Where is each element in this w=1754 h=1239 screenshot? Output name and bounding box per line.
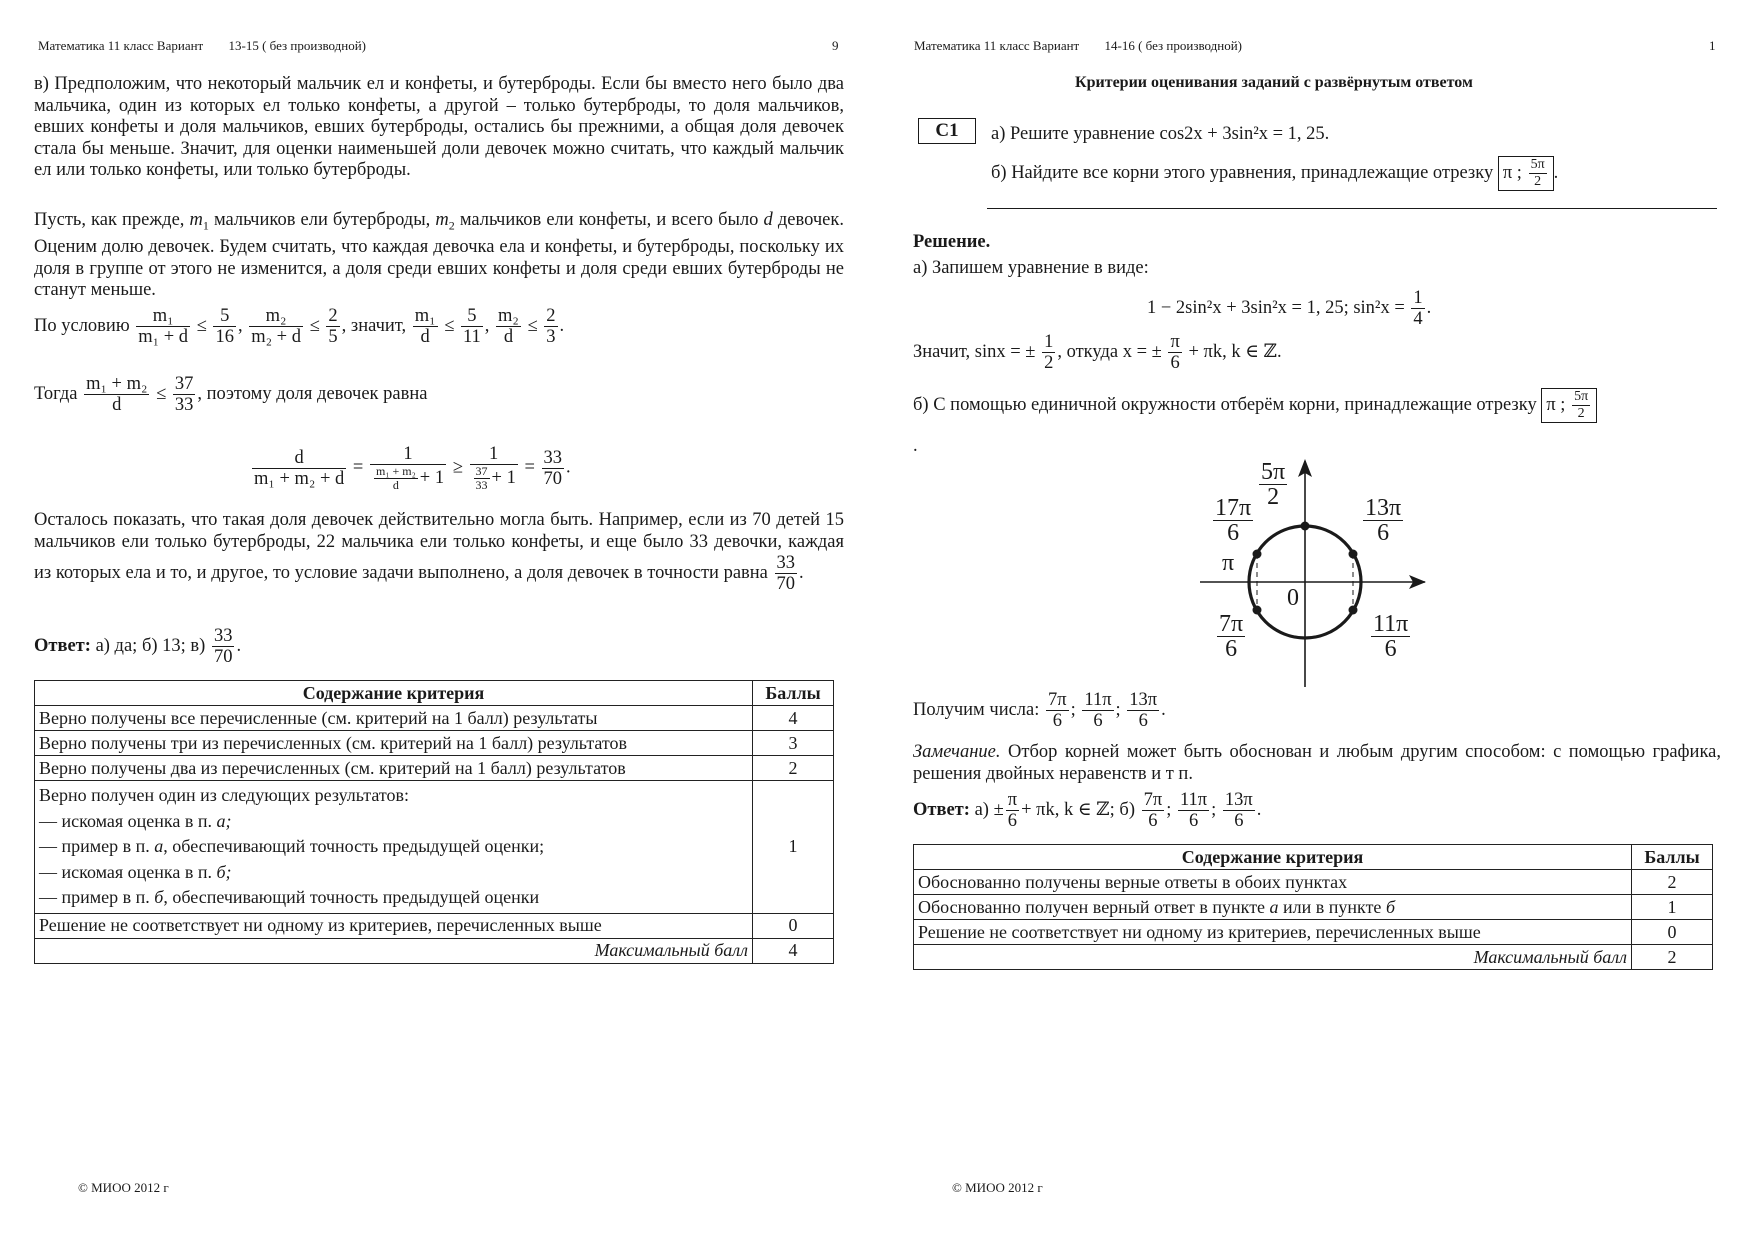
denominator: 6 [1225, 636, 1238, 662]
fraction [136, 306, 190, 347]
cell-points: 4 [753, 706, 834, 731]
numerator: 1 [1413, 288, 1423, 308]
text: или в пункте [1278, 896, 1386, 917]
fraction [542, 448, 565, 489]
label: По условию [34, 315, 130, 336]
fraction [213, 306, 236, 347]
fraction [496, 306, 521, 347]
denominator: 6 [1188, 811, 1199, 831]
table-row-max [914, 945, 1713, 970]
fraction [1142, 790, 1165, 831]
cell-criterion: Верно получены два из перечисленных (см. критерий на 1 балл) результатов [35, 756, 753, 781]
numerator: 13π [1129, 690, 1158, 710]
cell-points: 0 [1632, 920, 1713, 945]
numerator: 17π [1215, 495, 1252, 521]
denominator: 70 [543, 468, 563, 489]
denominator: 70 [776, 574, 796, 594]
fraction [1006, 790, 1019, 831]
page-title: Критерии оценивания заданий с развёрнутым ответом [1075, 74, 1473, 91]
point-5pi-2 [1301, 522, 1310, 531]
fraction [461, 306, 483, 347]
equation-display: 1 − 2sin²x + 3sin²x = 1, 25; sin²x = $\frac{1}{4}$ . [1147, 288, 1432, 329]
fraction [374, 465, 418, 492]
fraction [1529, 157, 1547, 190]
label-13pi-6 [1363, 496, 1403, 545]
denominator: m₁ + m₂ + d [254, 468, 345, 489]
fraction [474, 465, 490, 492]
text: π ; [1502, 162, 1522, 183]
text: + 1 [419, 467, 445, 488]
header-variant: 13-15 ( без производной) [228, 38, 366, 53]
numerator: 5π [1261, 459, 1286, 485]
var-m: m [435, 210, 449, 230]
denominator: d [420, 327, 430, 347]
italic: а; [216, 810, 232, 831]
denominator: 6 [1007, 811, 1018, 831]
text: , поэтому доля девочек равна [197, 383, 428, 404]
numerator: m₂ [498, 306, 519, 326]
numerator: 5 [461, 306, 483, 327]
cell-criterion [914, 895, 1632, 920]
numerator: 1 [470, 444, 518, 465]
fraction [470, 444, 518, 492]
table-row [914, 920, 1713, 945]
text: + πk, k ∈ ℤ. [1188, 341, 1282, 362]
cell-max-label: Максимальный балл [914, 945, 1632, 970]
table-header [35, 681, 834, 706]
task-a [991, 124, 1329, 145]
denominator: d [392, 478, 399, 492]
numerator: 7π [1048, 690, 1067, 710]
solution-a: а) Запишем уравнение в виде: [913, 258, 1149, 278]
fraction [1572, 389, 1590, 422]
point-7pi-6 [1253, 606, 1262, 615]
numerator: π [1170, 332, 1180, 352]
fraction [775, 553, 798, 594]
denominator: 6 [1377, 520, 1390, 546]
text: девочек. Оценим долю девочек. Будем считать, что каждая девочка ела и конфеты, и бутерброды, поскольку их доля в группе от этого не изменится, а доля среди евших конфеты и доля среди евших бутерброды не станут меньше. [34, 210, 844, 301]
header-subject: Математика 11 класс Вариант [38, 38, 204, 53]
text: 1 − 2sin²x + 3sin²x = 1, 25; sin²x = [1147, 297, 1410, 318]
denominator: 2 [1577, 406, 1585, 421]
le: ≤ [156, 383, 167, 404]
header-criterion: Содержание критерия [35, 681, 753, 706]
numerator: d [252, 448, 346, 469]
numerator: 33 [213, 626, 233, 646]
numerator: 11π [1084, 690, 1112, 710]
remark [913, 742, 1721, 785]
numerator: 11π [1373, 611, 1409, 637]
numerator: 7π [1143, 790, 1163, 810]
solution-b [913, 388, 1597, 423]
task-label-c1: C1 [918, 118, 976, 144]
numerator: 5π [1574, 389, 1589, 404]
eq: = [524, 457, 535, 478]
table-row [35, 913, 834, 938]
right-page [877, 0, 1754, 1239]
cell-criterion: Верно получены три из перечисленных (см. критерий на 1 балл) результатов [35, 731, 753, 756]
then-line [34, 374, 427, 415]
label: Получим числа: [913, 699, 1040, 720]
fraction [1046, 690, 1069, 731]
table-row [35, 756, 834, 781]
denominator: m₁ + d [138, 327, 189, 347]
page-header [914, 38, 1242, 54]
italic: б [1385, 896, 1395, 917]
denominator: 4 [1413, 309, 1423, 329]
text: ± [993, 799, 1004, 820]
le: ≤ [196, 315, 207, 336]
interval [1498, 156, 1554, 191]
text: , откуда x = ± [1057, 341, 1162, 362]
numerator: 13π [1365, 495, 1402, 521]
denominator: 6 [1148, 811, 1158, 831]
fraction [249, 306, 303, 347]
text: — искомая оценка в п. [39, 861, 217, 882]
fraction [370, 444, 446, 492]
header-points: Баллы [1632, 845, 1713, 870]
numerator: 13π [1224, 790, 1253, 810]
denominator: d [503, 327, 514, 347]
cell-points: 4 [753, 938, 834, 963]
fraction [1127, 690, 1159, 731]
cell-criterion: Обоснованно получены верные ответы в обоих пунктах [914, 870, 1632, 895]
text [39, 885, 748, 911]
cell-criterion: Решение не соответствует ни одному из критериев, перечисленных выше [35, 913, 753, 938]
text: а) Решите уравнение [991, 124, 1160, 144]
table-row [35, 706, 834, 731]
page-number: 9 [832, 38, 839, 53]
criteria-table [913, 844, 1713, 970]
dot: . [913, 436, 918, 456]
cell-points: 2 [1632, 870, 1713, 895]
italic: а [1269, 896, 1279, 917]
var-m: m [189, 210, 203, 230]
text: Верно получен один из следующих результатов: [39, 785, 410, 805]
fraction [212, 626, 235, 667]
footer: © МИОО 2012 г [952, 1180, 1043, 1195]
numerator: π [1007, 790, 1018, 810]
denominator: 16 [215, 327, 234, 347]
denominator: 6 [1138, 711, 1148, 731]
text [39, 860, 748, 886]
cell-points: 2 [753, 756, 834, 781]
cell-points: 0 [753, 913, 834, 938]
text: , значит, [341, 315, 407, 336]
header-variant: 14-16 ( без производной) [1104, 38, 1242, 53]
numerator: 33 [543, 447, 563, 468]
fraction [84, 374, 149, 415]
label-7pi-6 [1217, 612, 1245, 661]
denominator: 2 [1534, 174, 1542, 189]
answer-line: Ответ: а) да; б) 13; в) $\frac{33}{70}$ . [34, 626, 242, 667]
text: а) [974, 799, 989, 820]
answer-line: Ответ: а) ± $\frac{\pi}{6}$ + πk, k ∈ ℤ; б) $\frac{7\pi}{6}$ ; $\frac{11\pi}{6}$ ; $\frac{13\pi}{6}$ . [913, 790, 1262, 831]
numerator: 1 [1044, 332, 1054, 352]
le: ≤ [527, 315, 538, 336]
task-b: б) Найдите все корни этого уравнения, принадлежащие отрезку π ; $\frac{5\pi}{2}$ . [991, 157, 1559, 189]
cell-points: 2 [1632, 945, 1713, 970]
denominator: 33 [475, 478, 488, 492]
text: Отбор корней может быть обоснован и любым другим способом: с помощью графика, решения двойных неравенств и т п. [913, 742, 1721, 784]
interval [1541, 388, 1597, 423]
footer: © МИОО 2012 г [78, 1180, 169, 1195]
denominator: 33 [174, 395, 194, 415]
text: π ; [1546, 394, 1566, 415]
denominator: 3 [546, 327, 556, 347]
numerator: 7π [1219, 611, 1244, 637]
cell-max-label: Максимальный балл [35, 938, 753, 963]
text: б) Найдите все корни этого уравнения, принадлежащие отрезку [991, 162, 1494, 183]
text: Осталось показать, что такая доля девочек действительно могла быть. Например, если из 70 детей 15 мальчиков ели только бутерброды, 22 мальчика ели только конфеты, и еще было 33 девочки, каждая из которых ела и то, и другое, то условие задачи выполнено, а доля девочек в точности равна [34, 510, 844, 583]
text: — пример в п. [39, 836, 155, 856]
fraction [1411, 288, 1424, 329]
text: б) С помощью единичной окружности отберём корни, принадлежащие отрезку [913, 394, 1537, 415]
answer-text: а) да; б) 13; в) [95, 635, 206, 656]
point-11pi-6 [1349, 606, 1358, 615]
italic: а [154, 836, 164, 856]
ge: ≥ [452, 457, 463, 478]
denominator: d [112, 395, 122, 415]
text: , обеспечивающий точность предыдущей оценки [163, 887, 540, 907]
numerator: m₂ [249, 306, 303, 327]
header-criterion: Содержание критерия [914, 845, 1632, 870]
label-5pi-2 [1259, 460, 1287, 509]
fraction [173, 374, 196, 415]
numerator: 33 [776, 553, 796, 573]
answer-label: Ответ: [34, 635, 91, 656]
numerator: 2 [546, 306, 556, 326]
numerator: 37 [174, 374, 194, 394]
denominator: 6 [1384, 636, 1397, 662]
fraction [1042, 332, 1055, 373]
equation: cos2x + 3sin²x = 1, 25. [1159, 124, 1330, 144]
fraction [1178, 790, 1209, 831]
cell-criterion: Верно получены все перечисленные (см. критерий на 1 балл) результаты [35, 706, 753, 731]
numerator: 2 [328, 306, 338, 326]
label: Тогда [34, 383, 78, 404]
point-17pi-6 [1253, 550, 1262, 559]
znachit-line [913, 332, 1282, 373]
display-equation: $\frac{d}{\text{m₁ + m₂ + d}}$ = 1 $\frac{\text{m₁ + m₂}}{d}$ + 1 ≥ 1 $\frac{37}{33}$ + 1 = $\frac{33}{70}$ . [254, 444, 571, 492]
page-number: 1 [1709, 38, 1716, 53]
answer-label: Ответ: [913, 799, 970, 820]
header-points: Баллы [753, 681, 834, 706]
sub: 2 [448, 218, 455, 233]
header-subject: Математика 11 класс Вариант [914, 38, 1080, 53]
sub: 1 [202, 218, 209, 233]
paragraph-example: Осталось показать, что такая доля девочек действительно могла быть. Например, если из 70 детей 15 мальчиков ели только бутерброды, 22 мальчика ели только конфеты, и еще было 33 девочки, каждая из которых ела и то, и другое, то условие задачи выполнено, а доля девочек в точности равна $\frac{33}{70}$ . [34, 510, 844, 594]
numerator: 1 [370, 444, 446, 465]
table-row-max [35, 938, 834, 963]
label-17pi-6 [1213, 496, 1253, 545]
denominator: 6 [1170, 353, 1180, 373]
fraction [544, 306, 557, 347]
denominator: 6 [1234, 811, 1244, 831]
solution-label: Решение. [913, 232, 991, 252]
fraction [413, 306, 438, 347]
page-header [38, 38, 366, 54]
italic: б; [216, 861, 232, 882]
eq: = [352, 457, 364, 478]
table-row [35, 731, 834, 756]
numerator: 5π [1530, 157, 1545, 172]
text: мальчиков ели бутерброды, [208, 210, 436, 230]
cell-criterion: Решение не соответствует ни одному из критериев, перечисленных выше [914, 920, 1632, 945]
table-header [914, 845, 1713, 870]
denominator: m₂ + d [251, 327, 301, 347]
numerator: m₁ [414, 306, 436, 326]
text: + πk, k ∈ ℤ; б) [1021, 799, 1135, 820]
denominator: 11 [462, 327, 481, 347]
denominator: 6 [1093, 711, 1103, 731]
denominator: 5 [328, 327, 338, 347]
cell-points: 1 [753, 781, 834, 914]
fraction [1082, 690, 1113, 731]
numerator: m₁ + m₂ [375, 464, 416, 478]
denominator [370, 465, 446, 492]
text: Значит, sinx = ± [913, 341, 1036, 362]
text [39, 834, 748, 860]
denominator: 2 [1044, 353, 1054, 373]
text: Обоснованно получен верный ответ в пункте [918, 896, 1270, 917]
table-row [914, 895, 1713, 920]
text: — пример в п. [39, 887, 155, 907]
le: ≤ [309, 315, 320, 336]
numerator: 11π [1179, 790, 1208, 810]
fraction [252, 448, 346, 489]
label-pi: π [1222, 550, 1235, 576]
denominator: 2 [1267, 484, 1280, 510]
cell-points: 3 [753, 731, 834, 756]
denominator [470, 465, 518, 492]
point-13pi-6 [1349, 550, 1358, 559]
text: мальчиков ели конфеты, и всего было [454, 210, 764, 230]
le: ≤ [444, 315, 455, 336]
paragraph-estimate [34, 210, 844, 302]
text: + 1 [491, 467, 516, 488]
fraction [326, 306, 339, 347]
remark-label: Замечание. [913, 742, 1001, 762]
text: Пусть, как прежде, [34, 210, 190, 230]
denominator: 6 [1227, 520, 1240, 546]
italic: б [154, 887, 164, 907]
denominator: 6 [1052, 711, 1062, 731]
fraction [1168, 332, 1181, 373]
denominator: 70 [213, 647, 233, 667]
numerator: 37 [475, 464, 488, 478]
table-row [35, 781, 834, 914]
divider [987, 208, 1717, 209]
label-11pi-6 [1371, 612, 1410, 661]
table-row [914, 870, 1713, 895]
condition-line: По условию $\frac{\text{m₁}}{\text{m₁ + d}}$ ≤ $\frac{5}{16}$ , $\frac{\text{m₂}}{\text{m₂ + d}}$ ≤ $\frac{2}{5}$ , значит, $\frac{\text{m₁}}{d}$ ≤ $\frac{5}{11}$ , $\frac{\text{m₂}}{d}$ ≤ $\frac{2}{3}$ . [34, 306, 565, 347]
text: , обеспечивающий точность предыдущей оценки; [163, 836, 545, 856]
text: — искомая оценка в п. [39, 810, 217, 831]
criteria-table [34, 680, 834, 964]
label-origin: 0 [1287, 585, 1299, 611]
numbers-line: Получим числа: $\frac{7\pi}{6}$ ; $\frac{11\pi}{6}$ ; $\frac{13\pi}{6}$ . [913, 690, 1166, 731]
numerator: m₁ + m₂ [86, 374, 148, 394]
paragraph-boys-argument: в) Предположим, что некоторый мальчик ел и конфеты, и бутерброды. Если бы вместо него было два мальчика, один из которых ел только конфеты, а другой – только бутерброды, то доля мальчиков, евших конфеты и доля мальчиков, евших бутерброды, остались бы прежними, а общая доля девочек стала бы меньше. Значит, для оценки наименьшей доли девочек можно считать, что каждый мальчик ел или только конфеты, или только бутерброды. [34, 74, 844, 180]
var-d: d [763, 210, 773, 230]
text [39, 809, 748, 835]
numerator: 5 [213, 306, 236, 327]
cell-criterion [35, 781, 753, 914]
fraction [1223, 790, 1255, 831]
numerator: m₁ [136, 306, 190, 327]
cell-points: 1 [1632, 895, 1713, 920]
